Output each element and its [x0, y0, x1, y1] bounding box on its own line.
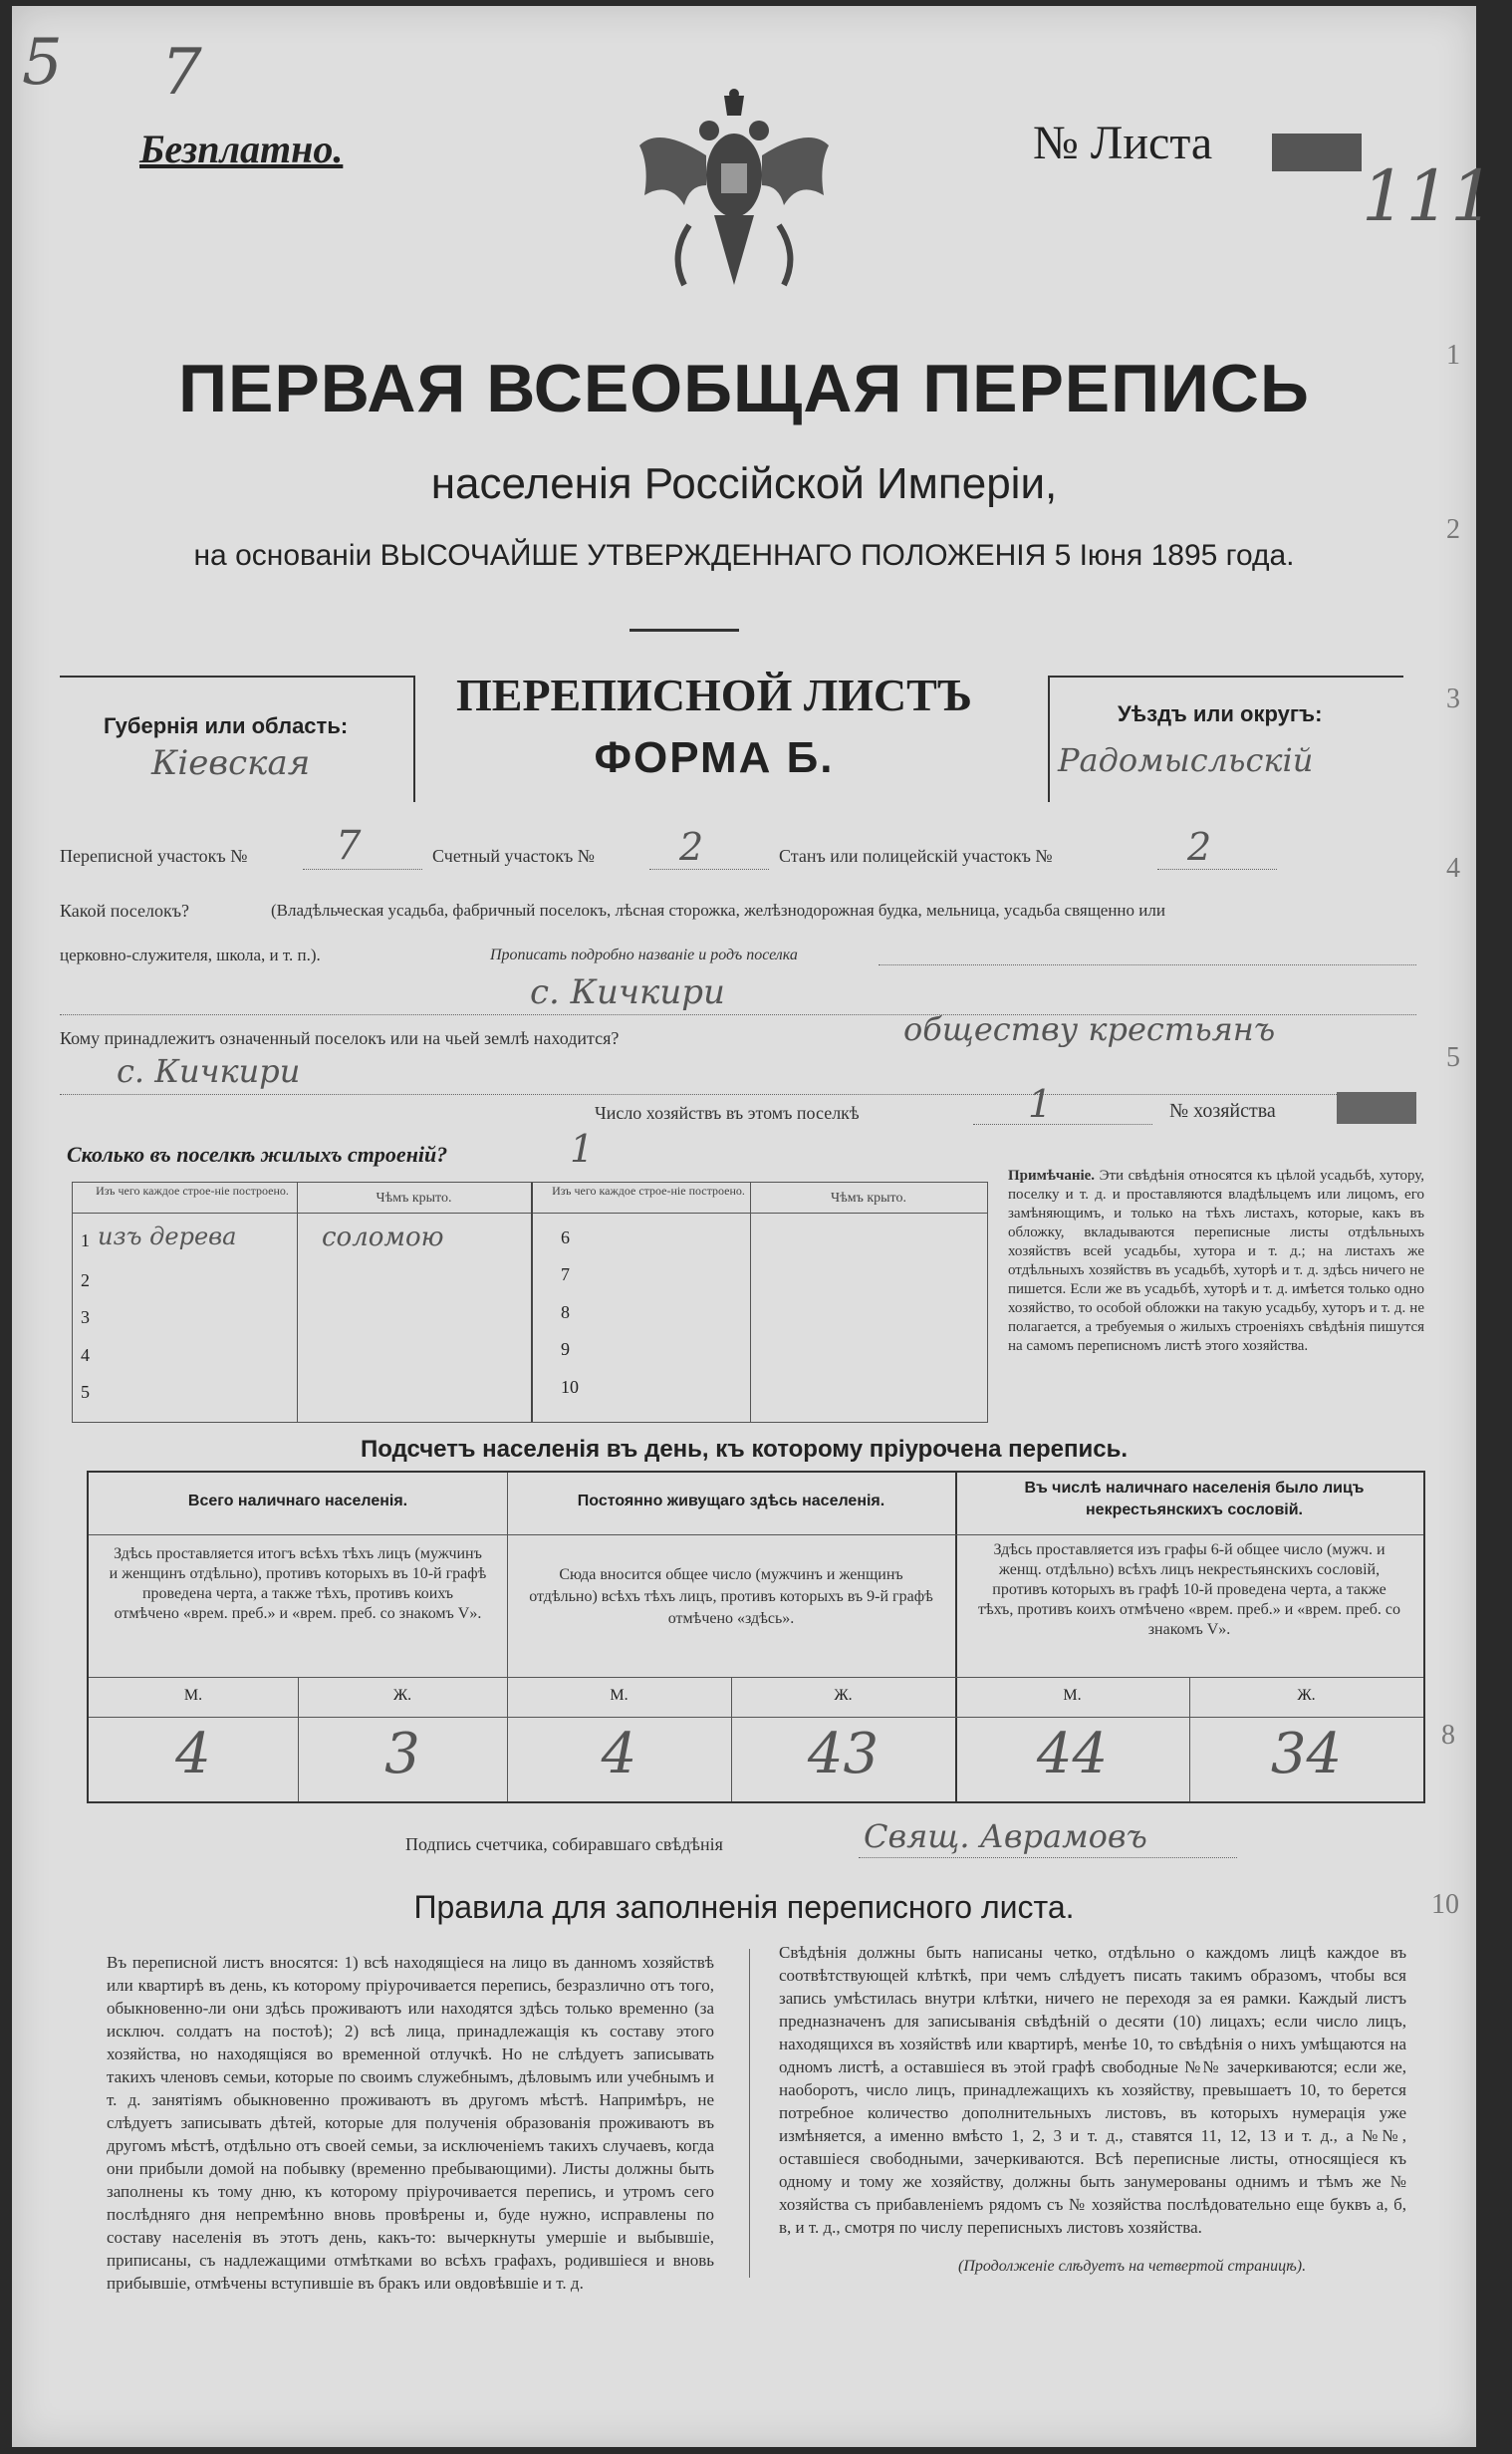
gubernia-label: Губернія или область:: [104, 713, 349, 738]
col-m: М.: [1063, 1687, 1082, 1704]
double-headed-eagle-emblem: [630, 86, 839, 315]
sheet-no-value: 111: [1362, 155, 1495, 237]
row-num: 3: [81, 1307, 90, 1327]
free-label: Безплатно.: [139, 127, 344, 171]
settlement-hint-3: Прописать подробно названіе и родъ поселка: [490, 947, 798, 963]
note-text: Эти свѣдѣнія относятся къ цѣлой усадьбѣ, хутору, поселку и т. д. и проставляются владѣльцемъ или лицомъ, его замѣняющимъ, и только на тѣхъ листахъ, которые, какъ въ обложку, вкладываются переписные листы отдѣльныхъ хозяйствъ всей усадьбы, хутора и т. д.; на листахъ же отдѣльныхъ хозяйствъ въ усадьбѣ, хуторѣ и т. д. здѣсь ничего не пишется. Если же въ усадьбѣ, хуторѣ и т. д. имѣется только одно хозяйство, то особой обложки на такую усадьбу, хуторъ и т. д. не полагается, а требуемыя о жилыхъ строеніяхъ свѣдѣнія пишутся на самомъ переписномъ листѣ этого хозяйства.: [1008, 1168, 1425, 1354]
col-m: М.: [183, 1687, 203, 1704]
count-col2-title: Постоянно живущаго здѣсь населенія.: [577, 1493, 885, 1509]
buildings-col-roof-2: Чѣмъ крыто.: [831, 1191, 906, 1206]
buildings-col-material: Изъ чего каждое строе-ніе построено.: [96, 1184, 289, 1198]
signature-label: Подпись счетчика, собиравшаго свѣдѣнія: [405, 1834, 723, 1854]
count-section-label: Счетный участокъ №: [432, 846, 595, 866]
settlement-value: с. Кичкири: [530, 972, 725, 1012]
permanent-m: 4: [601, 1722, 637, 1786]
buildings-col-material-2: Изъ чего каждое строе-ніе построено.: [552, 1184, 745, 1198]
row-num: 10: [561, 1377, 579, 1397]
uezd-box: [1048, 676, 1403, 802]
owner-value-2: с. Кичкири: [117, 1052, 301, 1090]
count-heading: Подсчетъ населенія въ день, къ которому пріурочена перепись.: [361, 1436, 1128, 1463]
col-zh: Ж.: [392, 1687, 412, 1704]
row-num: 5: [81, 1382, 90, 1402]
page-title: ПЕРВАЯ ВСЕОБЩАЯ ПЕРЕПИСЬ: [178, 351, 1310, 426]
total-present-zh: 3: [384, 1722, 420, 1786]
permanent-zh: 43: [807, 1722, 880, 1786]
uezd-value: Радомысльскій: [1058, 741, 1314, 779]
form-heading: ПЕРЕПИСНОЙ ЛИСТЪ: [455, 670, 973, 720]
owner-label: Кому принадлежитъ означенный поселокъ или на чьей землѣ находится?: [60, 1028, 620, 1048]
sheet-no-label: № Листа: [1033, 117, 1213, 169]
col-zh: Ж.: [834, 1687, 853, 1704]
buildings-table: [72, 1182, 988, 1423]
row-num: 9: [561, 1339, 570, 1359]
margin-number: 3: [1446, 683, 1460, 714]
rules-right: Свѣдѣнія должны быть написаны четко, отдѣльно о каждомъ лицѣ каждое въ соотвѣтствующей клѣткѣ, при чемъ слѣдуетъ писать такимъ образомъ, чтобы вся запись умѣстилась внутри клѣтки, ничего не переходя за ея рамки. Каждый листъ предназначенъ для записыванія свѣдѣній о десяти (10) лицахъ; если число лицъ, находящихся въ хозяйствѣ или квартирѣ, менѣе 10, то свѣдѣнія о нихъ умѣщаются на одномъ листѣ, а оставшіеся въ этой графѣ свободные №№ зачеркиваются; если же, наоборотъ, число лицъ, принадлежащихъ къ хозяйству, превышаетъ 10, то берется потребное количество дополнительныхъ листовъ, въ которыхъ нумерація уже измѣняется, а именно вмѣсто 1, 2, 3 и т. д., ставятся 11, 12, 13 и т. д., а №№, оставшіеся свободными, зачеркиваются. Всѣ переписные листы, относящіеся къ одному и тому же хозяйству, должны быть занумерованы однимъ и тѣмъ же № хозяйства съ прибавленіемъ рядомъ съ № хозяйства послѣдовательно еще буквъ а, б, в, и т. д., смотря по числу переписныхъ листовъ хозяйства.: [779, 1943, 1406, 2237]
count-col3-desc: Здѣсь проставляется изъ графы 6-й общее число (мужч. и женщ. отдѣльно) всѣхъ лицъ некрестьянскихъ сословій, противъ которыхъ въ графѣ 10-й проведена черта, а также тѣхъ, противъ коихъ отмѣчено «врем. преб.» и «врем. преб. со знакомъ V».: [977, 1541, 1400, 1638]
corner-note-1: 5: [22, 26, 63, 100]
non-peasant-m: 44: [1036, 1722, 1109, 1786]
settlement-hint: (Владѣльческая усадьба, фабричный поселокъ, лѣсная сторожка, желѣзнодорожная будка, мельница, усадьба священно или: [271, 901, 1165, 920]
stan-label: Станъ или полицейскій участокъ №: [779, 846, 1053, 866]
col-m: М.: [610, 1687, 629, 1704]
building-roof: соломою: [322, 1223, 444, 1252]
buildings-col-roof: Чѣмъ крыто.: [376, 1191, 452, 1206]
margin-number: 5: [1446, 1042, 1460, 1073]
total-present-m: 4: [175, 1722, 211, 1786]
uezd-label: Уѣздъ или округъ:: [1118, 701, 1323, 726]
row-num: 2: [81, 1270, 90, 1290]
row-num: 4: [81, 1345, 90, 1365]
form-type: ФОРМА Б.: [594, 733, 835, 782]
households-label: Число хозяйствъ въ этомъ поселкѣ: [595, 1103, 860, 1123]
settlement-label: Какой поселокъ?: [60, 901, 190, 921]
households-value: 1: [1028, 1082, 1053, 1126]
margin-number: 2: [1446, 514, 1460, 545]
margin-number: 1: [1446, 340, 1460, 371]
stan-value: 2: [1187, 825, 1212, 869]
census-sheet: [12, 6, 1495, 2447]
count-col2-desc: Сюда вносится общее число (мужчинъ и женщинъ отдѣльно) всѣхъ тѣхъ лицъ, противъ которыхъ въ 9-й графѣ отмѣчено «здѣсь».: [529, 1566, 933, 1627]
row-num: 1: [81, 1230, 90, 1250]
buildings-value: 1: [570, 1127, 595, 1171]
margin-number: 10: [1431, 1889, 1459, 1920]
note-label: Примѣчаніе.: [1008, 1168, 1096, 1184]
basis-line: на основаніи ВЫСОЧАЙШЕ УТВЕРЖДЕННАГО ПОЛОЖЕНІЯ 5 Іюня 1895 года.: [193, 539, 1295, 572]
count-col3-title: Въ числѣ наличнаго населенія было лицъ некрестьянскихъ сословій.: [1024, 1480, 1365, 1518]
note-block: [1008, 1167, 1424, 1356]
margin-number: 8: [1441, 1720, 1455, 1751]
settlement-hint-2: церковно-служителя, школа, и т. п.).: [60, 946, 321, 964]
row-num: 7: [561, 1264, 570, 1284]
redaction-bar: [1337, 1092, 1416, 1124]
census-section-label: Переписной участокъ №: [60, 846, 248, 866]
buildings-label: Сколько въ поселкѣ жилыхъ строеній?: [67, 1142, 448, 1167]
count-col1-title: Всего наличнаго населенія.: [187, 1493, 408, 1509]
owner-value: обществу крестьянъ: [903, 1010, 1276, 1048]
row-num: 6: [561, 1227, 570, 1247]
rules-left: Въ переписной листъ вносятся: 1) всѣ находящіеся на лицо въ данномъ хозяйствѣ или квартирѣ въ день, къ которому пріурочивается перепись, безразлично отъ того, обыкновенно-ли они здѣсь проживаютъ или находятся здѣсь только временно (за исключ. солдатъ на постоѣ); 2) всѣ лица, принадлежащія къ составу этого хозяйства, но находящіяся во временной отлучкѣ. Но не слѣдуетъ записывать такихъ членовъ семьи, которые по своимъ служебнымъ, дѣловымъ или учебнымъ и т. д. занятіямъ обыкновенно проживаютъ въ другомъ мѣстѣ. Напримѣръ, не слѣдуетъ записывать дѣтей, которые для полученія образованія проживаютъ въ другомъ мѣстѣ, отдѣльно отъ своей семьи, за исключеніемъ такихъ случаевъ, когда они прибыли домой на побывку (временно пребывающими). Листы должны быть заполнены къ тому дню, къ которому пріурочивается перепись, и утромъ сего послѣдняго дня непремѣнно вновь провѣрены и, буде нужно, исправлены по составу населенія въ этотъ день, какъ-то: вычеркнуты умершіе и выбывшіе, приписаны, съ надлежащими отмѣтками во всѣхъ графахъ, родившіеся и вновь прибывшіе, отмѣчены вступившіе въ бракъ или овдовѣвшіе и т. д.: [107, 1953, 714, 2293]
rules-heading: Правила для заполненія переписного листа.: [413, 1889, 1075, 1925]
page-subtitle: населенія Россійской Имперіи,: [430, 459, 1058, 508]
non-peasant-zh: 34: [1270, 1722, 1343, 1786]
household-no-label: № хозяйства: [1169, 1100, 1276, 1122]
count-col1-desc: Здѣсь проставляется итогъ всѣхъ тѣхъ лицъ (мужчинъ и женщинъ отдѣльно), противъ которыхъ въ 10-й графѣ проведена черта, а также тѣхъ, противъ коихъ отмѣчено «врем. преб.» и «врем. преб. со знакомъ V».: [109, 1545, 487, 1622]
title-divider: [630, 629, 739, 632]
margin-number: 4: [1446, 853, 1460, 884]
gubernia-value: Кіевская: [151, 743, 311, 783]
col-zh: Ж.: [1297, 1687, 1316, 1704]
building-material: изъ дерева: [98, 1223, 237, 1250]
census-section-value: 7: [336, 823, 362, 869]
signature-value: Свящ. Аврамовъ: [864, 1817, 1147, 1855]
redaction-bar: [1272, 134, 1362, 171]
rules-continued: (Продолженіе слѣдуетъ на четвертой страницѣ).: [958, 2258, 1307, 2275]
count-section-value: 2: [679, 825, 704, 869]
row-num: 8: [561, 1302, 570, 1322]
population-count-table: [87, 1471, 1425, 1803]
corner-note-2: 7: [161, 36, 202, 110]
